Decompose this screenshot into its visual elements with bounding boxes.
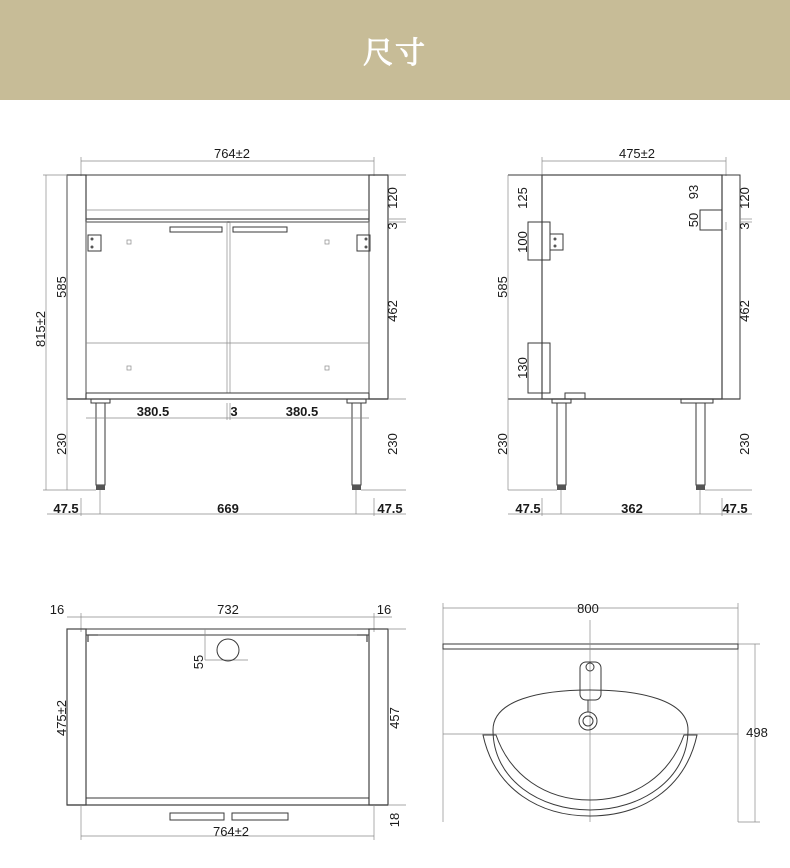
basin-width-label: 800 <box>577 601 599 616</box>
front-leg-offset-left-label: 47.5 <box>53 501 79 516</box>
side-view <box>495 146 752 516</box>
side-gap-3-label: 3 <box>737 222 752 230</box>
side-leg-offset-left-label: 47.5 <box>515 501 541 516</box>
front-leg-offset-right-label: 47.5 <box>377 501 403 516</box>
front-leg-height-right-label: 230 <box>385 433 400 455</box>
side-hinge-height-label: 100 <box>515 231 530 253</box>
top-depth-left-label: 475±2 <box>54 699 69 737</box>
side-rail-93-label: 93 <box>686 184 701 200</box>
side-bottom-block-label: 130 <box>515 357 530 379</box>
front-body-height-label: 585 <box>54 276 69 298</box>
side-leg-offset-right-label: 47.5 <box>722 501 748 516</box>
basin-depth-label: 498 <box>746 725 768 740</box>
page-title: 尺寸 <box>363 36 427 71</box>
front-top-gap-label: 120 <box>385 187 400 209</box>
side-top-left-label: 125 <box>515 187 530 209</box>
top-hole-offset-label: 55 <box>191 654 206 670</box>
front-leg-height-left-label: 230 <box>54 433 69 455</box>
top-width-bottom-label: 764±2 <box>212 824 250 839</box>
top-depth-right-label: 457 <box>387 707 402 729</box>
front-view <box>33 146 406 516</box>
side-depth-label: 475±2 <box>618 146 656 161</box>
side-top-gap-label: 120 <box>737 187 752 209</box>
front-leg-span-label: 669 <box>217 501 239 516</box>
side-leg-span-label: 362 <box>621 501 643 516</box>
side-leg-height-right-label: 230 <box>737 433 752 455</box>
front-total-height-label: 815±2 <box>33 310 48 348</box>
front-drawer-height-label: 462 <box>385 300 400 322</box>
front-door-left-label: 380.5 <box>136 404 170 419</box>
side-leg-height-left-label: 230 <box>495 433 510 455</box>
front-width-label: 764±2 <box>213 146 251 161</box>
basin-view <box>443 601 768 822</box>
front-door-right-label: 380.5 <box>285 404 319 419</box>
top-side-right-label: 16 <box>376 602 392 617</box>
top-front-thickness-label: 18 <box>387 812 402 828</box>
front-drawer-gap-label: 3 <box>385 222 400 230</box>
side-rail-50-label: 50 <box>686 212 701 228</box>
top-view <box>50 602 406 840</box>
side-body-height-label: 585 <box>495 276 510 298</box>
top-side-left-label: 16 <box>49 602 65 617</box>
side-drawer-height-label: 462 <box>737 300 752 322</box>
front-door-gap-label: 3 <box>230 404 238 419</box>
top-inner-width-label: 732 <box>217 602 239 617</box>
